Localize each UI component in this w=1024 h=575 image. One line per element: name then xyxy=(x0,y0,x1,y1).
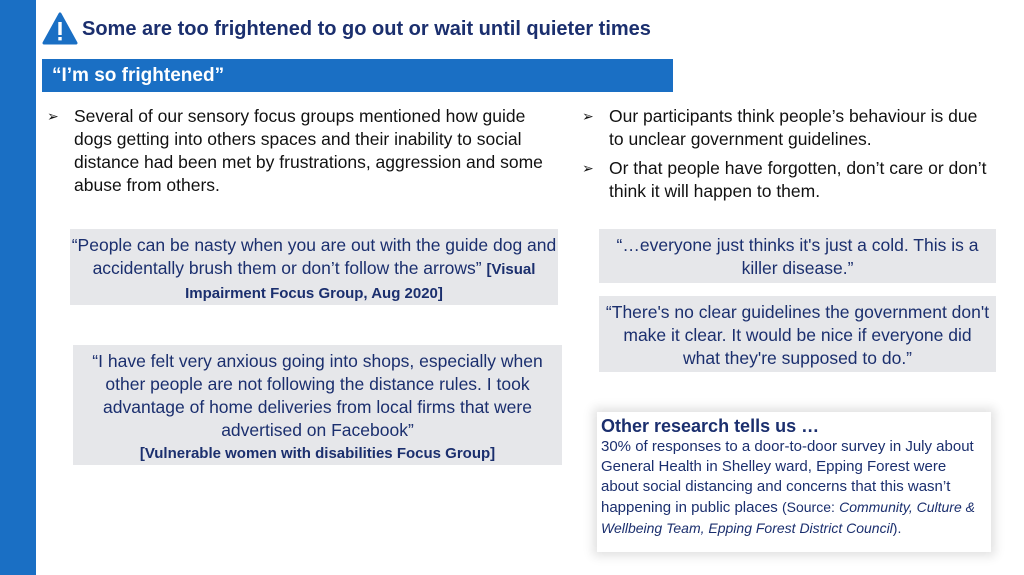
list-item xyxy=(582,105,992,151)
list-item xyxy=(47,105,547,197)
bullet-text: Or that people have forgotten, don’t care or don’t think it will happen to them. xyxy=(609,158,987,201)
quote-box xyxy=(70,229,558,305)
quote-text: “People can be nasty when you are out with the guide dog and accidentally brush them or don’t follow the arrows” xyxy=(71,235,557,278)
quote-text: “There's no clear guidelines the government don't make it clear. It would be nice if everyone did what they're supposed to do.” xyxy=(605,302,990,368)
research-source-close: ). xyxy=(892,520,902,536)
bullet-text: Our participants think people’s behaviour is due to unclear government guidelines. xyxy=(609,106,978,149)
quote-box xyxy=(73,345,562,465)
section-banner xyxy=(42,59,673,92)
quote-text: “I have felt very anxious going into shops, especially when other people are not following the distance rules. I took advantage of home deliveries from local firms that were advertised on Facebook” xyxy=(92,351,543,440)
banner-text: “I’m so frightened” xyxy=(52,65,225,86)
arrow-bullet-icon: ➢ xyxy=(47,108,59,124)
quote-box xyxy=(599,296,996,372)
research-heading: Other research tells us … xyxy=(601,416,820,436)
quote-source: [Visual Impairment Focus Group, Aug 2020] xyxy=(185,261,536,302)
research-body-wrap xyxy=(601,437,985,539)
bullet-text: Several of our sensory focus groups mentioned how guide dogs getting into others spaces and their inability to social distance had been met by frustrations, aggression and some abuse from others. xyxy=(74,106,543,195)
quote-source: [Vulnerable women with disabilities Focus Group] xyxy=(139,445,496,462)
warning-triangle-icon xyxy=(42,12,78,46)
side-accent-bar xyxy=(0,0,36,575)
research-body: 30% of responses to a door-to-door survey in July about General Health in Shelley ward, Epping Forest were about social distancing and concerns that this wasn’t happening in public places xyxy=(601,438,974,516)
right-bullet-list xyxy=(582,105,992,209)
research-source-open: (Source: xyxy=(781,499,835,515)
quote-text: “…everyone just thinks it's just a cold. This is a killer disease.” xyxy=(616,235,979,278)
arrow-bullet-icon: ➢ xyxy=(582,108,594,124)
page-title: Some are too frightened to go out or wait until quieter times xyxy=(82,18,651,40)
arrow-bullet-icon: ➢ xyxy=(582,160,594,176)
research-callout xyxy=(597,412,991,552)
list-item xyxy=(582,157,992,203)
quote-box xyxy=(599,229,996,283)
left-bullet-list xyxy=(47,105,547,203)
research-source-name: Community, Culture & Wellbeing Team, Epping Forest District Council xyxy=(601,499,975,536)
